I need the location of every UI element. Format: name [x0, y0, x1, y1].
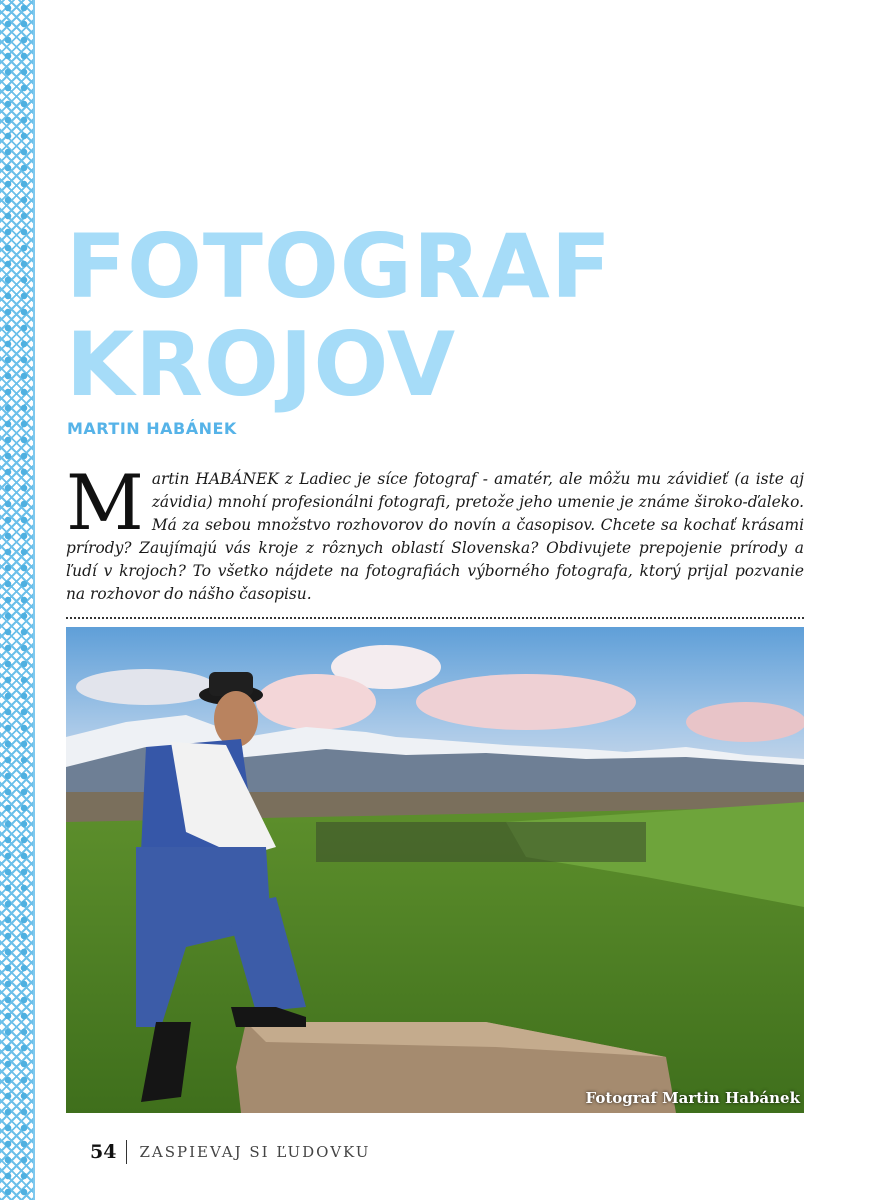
article-intro	[66, 458, 804, 606]
drop-cap: M	[66, 458, 144, 547]
article-title	[66, 215, 612, 416]
intro-text: artin HABÁNEK z Ladiec je síce fotograf - amatér, ale môžu mu závidieť (a iste aj závidia) mnohí profesionálni fotografi, pretože jeho umenie je známe široko-ďaleko. Má za sebou množstvo rozhovorov do novín a časopisov. Chcete sa kochať krásami prírody? Zaujímajú vás kroje z rôznych oblastí Slovenska? Obdivujete prepojenie prírody a ľudí v krojoch? To všetko nájdete na fotografiách výborného fotografa, ktorý prijal pozvanie na rozhovor do nášho časopisu.	[66, 470, 804, 603]
folk-ornament-border	[0, 0, 33, 1200]
photo-illustration	[66, 627, 804, 1113]
border-line	[33, 0, 35, 1200]
title-line-2: KROJOV	[66, 313, 457, 416]
footer-separator	[126, 1140, 127, 1164]
page-footer	[90, 1140, 370, 1164]
article-author: MARTIN HABÁNEK	[67, 419, 237, 438]
dotted-separator	[66, 617, 804, 619]
title-line-1: FOTOGRAF	[66, 215, 612, 318]
article-photo	[66, 627, 804, 1113]
magazine-name: ZASPIEVAJ SI ĽUDOVKU	[139, 1143, 371, 1161]
page-number: 54	[90, 1141, 117, 1163]
photo-caption: Fotograf Martin Habánek	[585, 1089, 800, 1107]
